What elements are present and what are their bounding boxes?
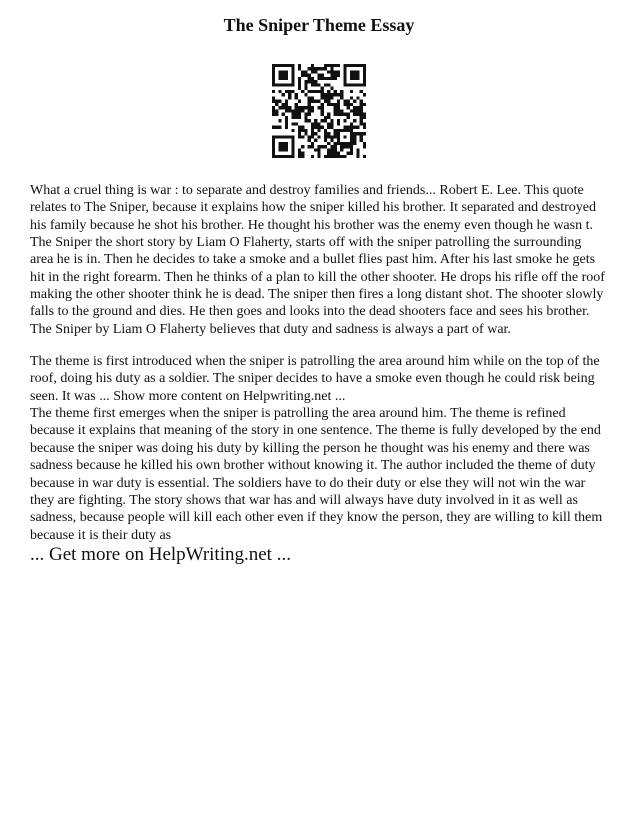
paragraph-intro: What a cruel thing is war : to separate and destroy families and friends... Robert E. Lee. This quote relates to The Sniper, because it explains how the sniper killed his brother. It separated and destroyed his family because he shot his brother. He thought his brother was the enemy even though he wasn t. The Sniper the short story by Liam O Flaherty, starts off with the sniper patrolling the surrounding area he is in. Then he decides to take a smoke and a bullet flies past him. After his last smoke he gets hit in the right forearm. Then he thinks of a plan to kill the other shooter. He drops his rifle off the roof making the other shooter think he is dead. The sniper then fires a long distant shot. The shooter slowly falls to the ground and dies. He then goes and looks into the dead shooters face and sees his brother. The Sniper by Liam O Flaherty believes that duty and sadness is always a part of war. — [30, 183, 605, 337]
qr-code-icon — [272, 64, 366, 158]
page-title: The Sniper Theme Essay — [223, 15, 415, 35]
paragraph-gap — [30, 338, 610, 353]
essay-body — [30, 182, 610, 566]
paragraph-theme: The theme is first introduced when the sniper is patrolling the area around him while on the top of the roof, doing his duty as a soldier. The sniper decides to have a smoke even though he could risk being seen. It was ... Show more content on Helpwriting.net ... The theme first emerges when the sniper is patrolling the area around him. The theme is refined because it explains that meaning of the story in one sentence. The theme is fully developed by the end because the sniper was doing his duty by killing the person he thought was his enemy and there was sadness because he killed his own brother without knowing it. The author included the theme of duty because in war duty is essential. The soldiers have to do their duty or else they will not win the war they are fighting. The story shows that war has and will always have duty involved in it as well as sadness, because people will kill each other even if they know the person, they are willing to kill them because it is their duty as — [30, 354, 603, 543]
get-more-link[interactable]: ... Get more on HelpWriting.net ... — [30, 543, 291, 565]
